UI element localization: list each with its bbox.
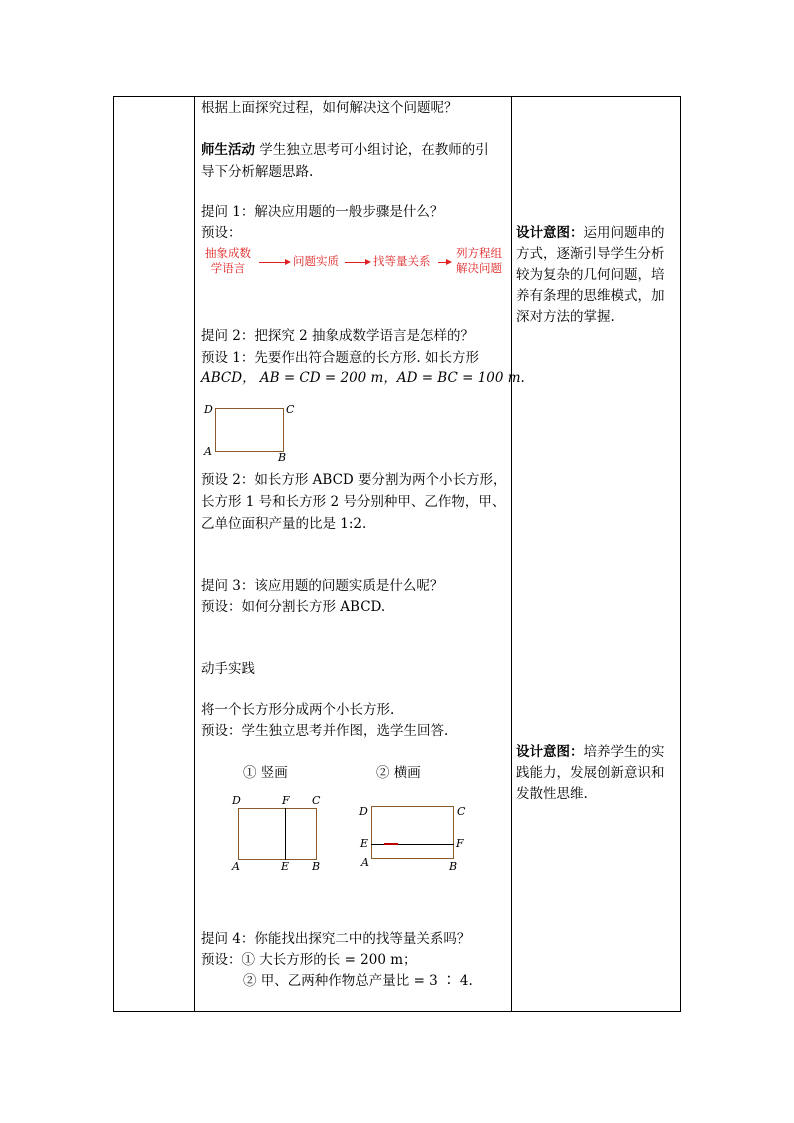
question-2-preset-2b: 长方形 1 号和长方形 2 号分别种甲、乙作物，甲、 bbox=[201, 494, 506, 510]
question-3: 提问 3：该应用题的问题实质是什么呢？ bbox=[201, 578, 444, 594]
design-intent-2-label: 设计意图： bbox=[516, 744, 584, 760]
question-2-preset-1a: 预设 1：先要作出符合题意的长方形. 如长方形 bbox=[201, 350, 479, 366]
question-2-preset-1b: ABCD， AB = CD = 200 m，AD = BC = 100 m. bbox=[201, 370, 525, 386]
design-intent-1-label: 设计意图： bbox=[516, 225, 584, 241]
rectangle-figure bbox=[215, 408, 284, 452]
flow-arrow-1 bbox=[259, 262, 289, 263]
question-1-preset: 预设： bbox=[201, 225, 242, 241]
design-intent-2-line3: 发散性思维. bbox=[516, 786, 588, 802]
teacher-activity: 师生活动 学生独立思考可小组讨论，在教师的引 bbox=[201, 142, 489, 158]
horizontal-split-rectangle bbox=[371, 806, 454, 859]
vertical-split-line bbox=[285, 808, 286, 860]
fig2-label-b: B bbox=[312, 860, 321, 873]
fig3-label-d: D bbox=[359, 805, 368, 818]
practice-preset: 预设：学生独立思考并作图，选学生回答. bbox=[201, 723, 449, 739]
design-intent-1-line4: 养有条理的思维模式，加 bbox=[516, 288, 665, 304]
question-3-preset: 预设：如何分割长方形 ABCD. bbox=[201, 599, 386, 615]
fig1-label-b: B bbox=[278, 451, 287, 464]
question-4-preset-2: ② 甲、乙两种作物总产量比 = 3 ∶ 4. bbox=[243, 973, 473, 989]
fig3-label-c: C bbox=[457, 805, 466, 818]
question-2-preset-2a: 预设 2：如长方形 ABCD 要分割为两个小长方形， bbox=[201, 472, 507, 488]
teacher-activity-cont: 导下分析解题思路. bbox=[201, 164, 314, 180]
design-intent-1: 设计意图：运用问题串的 bbox=[516, 225, 665, 241]
fig3-label-b: B bbox=[449, 860, 458, 873]
flow-arrow-3 bbox=[438, 262, 450, 263]
question-4-preset-1: 预设：① 大长方形的长 = 200 m； bbox=[201, 952, 417, 968]
option-horizontal: ② 横画 bbox=[376, 765, 421, 781]
fig2-label-f: F bbox=[282, 794, 290, 807]
practice-heading: 动手实践 bbox=[201, 661, 255, 677]
column-divider-1 bbox=[194, 97, 195, 1011]
fig2-label-e: E bbox=[281, 860, 290, 873]
design-intent-2-line2: 践能力，发展创新意识和 bbox=[516, 765, 665, 781]
flow-arrow-2 bbox=[345, 262, 369, 263]
fig3-label-f: F bbox=[456, 837, 464, 850]
option-vertical: ① 竖画 bbox=[243, 765, 288, 781]
practice-task: 将一个长方形分成两个小长方形. bbox=[201, 702, 395, 718]
fig2-label-c: C bbox=[312, 794, 321, 807]
fig2-label-d: D bbox=[232, 794, 241, 807]
design-intent-1-line2: 方式，逐渐引导学生分析 bbox=[516, 246, 665, 262]
fig1-label-a: A bbox=[204, 445, 212, 458]
vertical-split-rectangle bbox=[238, 808, 317, 860]
intro-question: 根据上面探究过程，如何解决这个问题呢？ bbox=[201, 100, 458, 116]
question-1: 提问 1：解决应用题的一般步骤是什么？ bbox=[201, 204, 444, 220]
flow-step-4: 列方程组 解决问题 bbox=[456, 246, 502, 275]
fig3-label-a: A bbox=[361, 856, 369, 869]
flow-step-3: 找等量关系 bbox=[373, 254, 431, 268]
question-2: 提问 2：把探究 2 抽象成数学语言是怎样的？ bbox=[201, 328, 475, 344]
fig1-label-d: D bbox=[204, 403, 213, 416]
question-4: 提问 4：你能找出探究二中的找等量关系吗？ bbox=[201, 931, 471, 947]
fig3-label-e: E bbox=[360, 837, 369, 850]
split-mark bbox=[384, 843, 398, 845]
design-intent-2: 设计意图：培养学生的实 bbox=[516, 744, 665, 760]
teacher-activity-label: 师生活动 bbox=[201, 142, 255, 158]
design-intent-1-line3: 较为复杂的几何问题，培 bbox=[516, 267, 665, 283]
fig1-label-c: C bbox=[286, 403, 295, 416]
flow-step-2: 问题实质 bbox=[293, 254, 339, 268]
flow-step-1: 抽象成数 学语言 bbox=[205, 246, 251, 275]
question-2-preset-2c: 乙单位面积产量的比是 1:2. bbox=[201, 516, 367, 532]
column-divider-2 bbox=[511, 97, 512, 1011]
design-intent-1-line5: 深对方法的掌握. bbox=[516, 309, 615, 325]
fig2-label-a: A bbox=[232, 860, 240, 873]
